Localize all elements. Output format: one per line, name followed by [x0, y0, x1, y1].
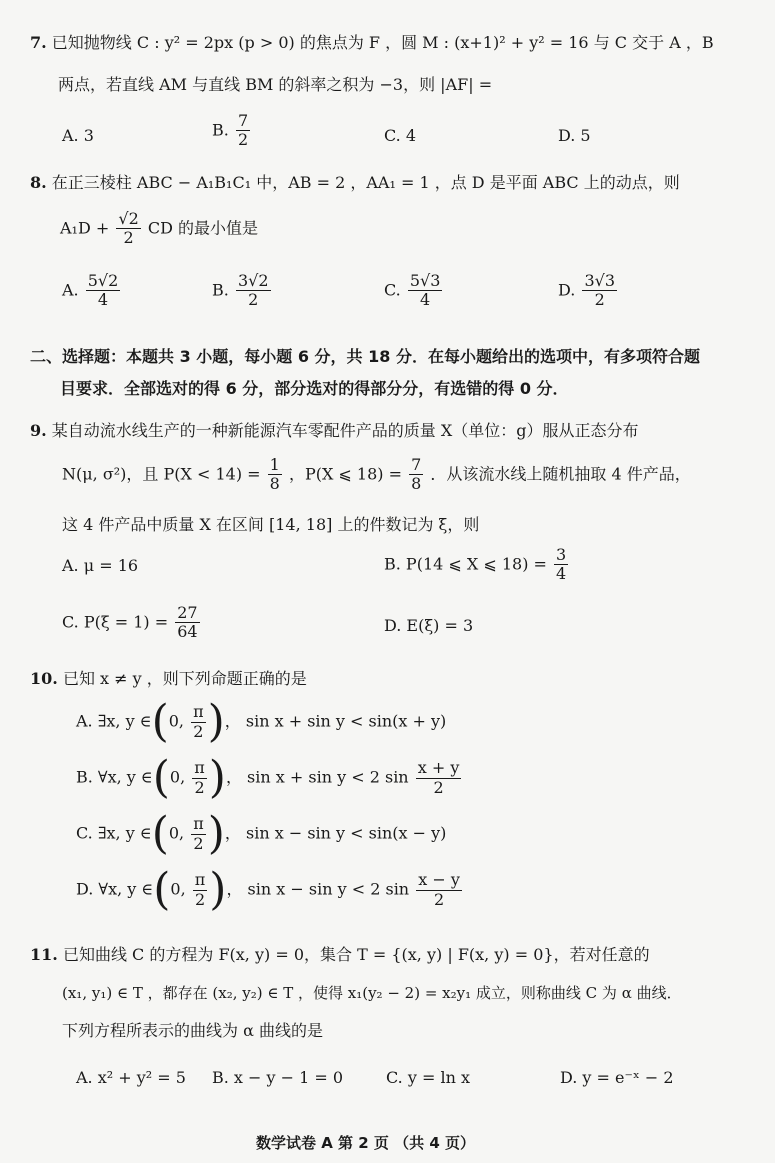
q10-option-c-pi: π — [193, 814, 204, 834]
q10-option-d-left-paren: ( — [153, 864, 171, 915]
q8-line2-fraction — [116, 210, 140, 248]
q9-line2-fraction2-numerator: 7 — [411, 455, 422, 474]
q10-option-c-two: 2 — [193, 833, 204, 853]
q7-option-d: D. 5 — [558, 126, 591, 145]
q10-option-c-pre: C. ∃x, y ∈ — [76, 823, 152, 843]
section2-line1: 二、选择题：本题共 3 小题，每小题 6 分，共 18 分．在每小题给出的选项中，有多项符合题 — [30, 347, 700, 366]
q7 — [30, 30, 714, 53]
q10-option-b-pre: B. ∀x, y ∈ — [76, 767, 153, 787]
q9-option-b-numerator: 3 — [556, 545, 567, 564]
q9-option-c-fraction — [175, 604, 199, 642]
q8-option-c-label: C. — [384, 280, 401, 300]
q9-option-c-pre: C. P(ξ = 1) = — [62, 612, 169, 632]
q8-option-a-fraction — [86, 272, 121, 310]
q10-option-d-denominator: 2 — [433, 889, 445, 909]
q8-line1: 在正三棱柱 ABC − A₁B₁C₁ 中，AB = 2 ，AA₁ = 1 ，点 D 是平面 ABC 上的动点，则 — [51, 173, 680, 192]
q8-option-c — [384, 272, 444, 310]
q9-option-c — [62, 604, 202, 642]
q11-line3: 下列方程所表示的曲线为 α 曲线的是 — [62, 1021, 323, 1040]
q10-option-c — [76, 808, 447, 859]
q10-option-d-interval-left: 0, — [170, 879, 186, 899]
q7-number: 7. — [30, 33, 47, 52]
section2-line2: 目要求．全部选对的得 6 分，部分选对的得部分分，有选错的得 0 分． — [60, 379, 569, 398]
q9-line3: 这 4 件产品中质量 X 在区间 [14, 18] 上的件数记为 ξ，则 — [62, 515, 480, 534]
q10-option-c-post: ， sin x − sin y < sin(x − y) — [224, 823, 447, 843]
q8-number: 8. — [30, 173, 47, 192]
q10-option-d — [76, 864, 464, 915]
q11-line2: (x₁, y₁) ∈ T ，都存在 (x₂, y₂) ∈ T ，使得 x₁(y₂ − 2) = x₂y₁ 成立，则称曲线 C 为 α 曲线． — [62, 984, 682, 1002]
q7-option-a: A. 3 — [62, 126, 94, 145]
q10-option-b-denominator: 2 — [433, 777, 444, 797]
q9-line2-fraction1-denominator: 8 — [269, 474, 280, 494]
q8-line2-pre: A₁D + — [60, 218, 110, 238]
q8-option-b-denominator: 2 — [248, 290, 259, 310]
q9-line2-fraction2 — [409, 456, 423, 494]
q10-option-a-two: 2 — [193, 721, 204, 741]
q8-option-c-numerator: 5√3 — [409, 271, 441, 290]
q10-option-d-pi-fraction — [193, 871, 208, 909]
q10-option-d-fraction — [416, 871, 462, 909]
q11-number: 11. — [30, 945, 58, 964]
q9-option-c-numerator: 27 — [177, 603, 198, 622]
q8-option-d-numerator: 3√3 — [584, 271, 615, 290]
q7-option-b — [212, 112, 252, 150]
q7-option-b-fraction — [236, 112, 250, 150]
q8-option-b — [212, 272, 273, 310]
q9-line2-fraction1-numerator: 1 — [269, 455, 280, 474]
q10 — [30, 666, 307, 689]
q10-option-b-left-paren: ( — [152, 752, 170, 803]
q10-option-c-pi-fraction — [191, 815, 206, 853]
q11-option-b: B. x − y − 1 = 0 — [212, 1068, 344, 1087]
q11-line1: 已知曲线 C 的方程为 F(x, y) = 0，集合 T = {(x, y) | F(x, y) = 0}，若对任意的 — [62, 945, 650, 964]
q9-line2 — [62, 456, 691, 494]
q9 — [30, 418, 639, 441]
q7-option-b-label: B. — [212, 120, 229, 140]
q8-option-d-denominator: 2 — [594, 290, 605, 310]
page-footer: 数学试卷 A 第 2 页 （共 4 页） — [256, 1134, 476, 1152]
q7-option-c: C. 4 — [384, 126, 417, 145]
q10-option-d-pre: D. ∀x, y ∈ — [76, 879, 154, 899]
q8-option-b-label: B. — [212, 280, 229, 300]
q10-option-a-post: ， sin x + sin y < sin(x + y) — [224, 711, 447, 731]
q10-option-b-fraction — [416, 759, 462, 797]
q10-option-a-left-paren: ( — [151, 696, 169, 747]
q9-option-a: A. μ = 16 — [62, 556, 139, 575]
q10-option-d-right-paren: ) — [209, 864, 227, 915]
q10-option-d-numerator: x − y — [418, 870, 460, 890]
q10-option-a — [76, 696, 447, 747]
q8-option-a — [62, 272, 122, 310]
q7-option-b-denominator: 2 — [237, 130, 249, 150]
q9-number: 9. — [30, 421, 47, 440]
q9-option-b-denominator: 4 — [556, 564, 567, 584]
q8-option-d — [558, 272, 619, 310]
q8-option-d-label: D. — [558, 280, 576, 300]
q10-option-b-pi-fraction — [192, 759, 207, 797]
q9-line1: 某自动流水线生产的一种新能源汽车零配件产品的质量 X（单位：g）服从正态分布 — [51, 421, 639, 440]
q8-option-c-denominator: 4 — [420, 290, 431, 310]
q10-number: 10. — [30, 669, 58, 688]
q7-option-b-numerator: 7 — [237, 111, 249, 130]
q10-option-a-pi-fraction — [191, 703, 206, 741]
q10-option-a-pre: A. ∃x, y ∈ — [76, 711, 152, 731]
q9-line2-fraction2-denominator: 8 — [411, 474, 422, 494]
q10-option-c-interval-left: 0, — [168, 823, 185, 843]
q10-option-a-interval-left: 0, — [168, 711, 185, 731]
q8-option-c-fraction — [408, 272, 443, 310]
q10-option-a-pi: π — [193, 702, 204, 722]
q8-option-a-label: A. — [62, 280, 79, 300]
q10-option-b-numerator: x + y — [417, 758, 460, 778]
q8-line2-post: CD 的最小值是 — [147, 218, 259, 238]
q9-line2-c: ．从该流水线上随机抽取 4 件产品， — [430, 464, 691, 484]
q10-option-b-post: ， sin x + sin y < 2 sin — [225, 767, 409, 787]
q9-option-d: D. E(ξ) = 3 — [384, 616, 474, 635]
q10-option-b-pi: π — [194, 758, 205, 778]
q8-line2-numerator: √2 — [118, 209, 139, 228]
q9-option-b-fraction — [554, 546, 568, 584]
q10-option-a-right-paren: ) — [207, 696, 225, 747]
q9-option-c-denominator: 64 — [177, 622, 198, 642]
q10-option-c-left-paren: ( — [151, 808, 169, 859]
q8-option-a-numerator: 5√2 — [87, 271, 119, 290]
q10-option-b-two: 2 — [194, 777, 205, 797]
q8-option-b-fraction — [236, 272, 271, 310]
q11-option-a: A. x² + y² = 5 — [76, 1068, 186, 1087]
q8-line2 — [60, 210, 258, 248]
q10-option-d-pi: π — [194, 870, 206, 890]
q10-option-d-two: 2 — [194, 889, 206, 909]
q7-line1: 已知抛物线 C : y² = 2px (p > 0) 的焦点为 F ，圆 M : (x+1)² + y² = 16 与 C 交于 A ，B — [51, 33, 714, 52]
q10-stem: 已知 x ≠ y ，则下列命题正确的是 — [62, 669, 307, 688]
q8-line2-denominator: 2 — [123, 228, 134, 248]
q9-option-b-pre: B. P(14 ⩽ X ⩽ 18) = — [384, 554, 547, 574]
q10-option-b — [76, 752, 463, 803]
q10-option-b-interval-left: 0, — [169, 767, 186, 787]
q9-line2-a: N(μ, σ²)，且 P(X < 14) = — [62, 464, 261, 484]
q8-option-a-denominator: 4 — [97, 290, 109, 310]
q10-option-c-right-paren: ) — [207, 808, 225, 859]
q8-option-b-numerator: 3√2 — [237, 271, 269, 290]
q10-option-b-right-paren: ) — [208, 752, 226, 803]
q11 — [30, 942, 650, 965]
q10-option-d-post: ， sin x − sin y < 2 sin — [226, 879, 410, 899]
q7-line2: 两点，若直线 AM 与直线 BM 的斜率之积为 −3，则 |AF| = — [58, 75, 493, 94]
q9-line2-b: ，P(X ⩽ 18) = — [288, 464, 403, 484]
q8 — [30, 170, 680, 193]
q11-option-d: D. y = e⁻ˣ − 2 — [560, 1068, 674, 1087]
q8-option-d-fraction — [582, 272, 617, 310]
q9-line2-fraction1 — [268, 456, 282, 494]
q9-option-b — [384, 546, 570, 584]
q11-option-c: C. y = ln x — [386, 1068, 470, 1087]
